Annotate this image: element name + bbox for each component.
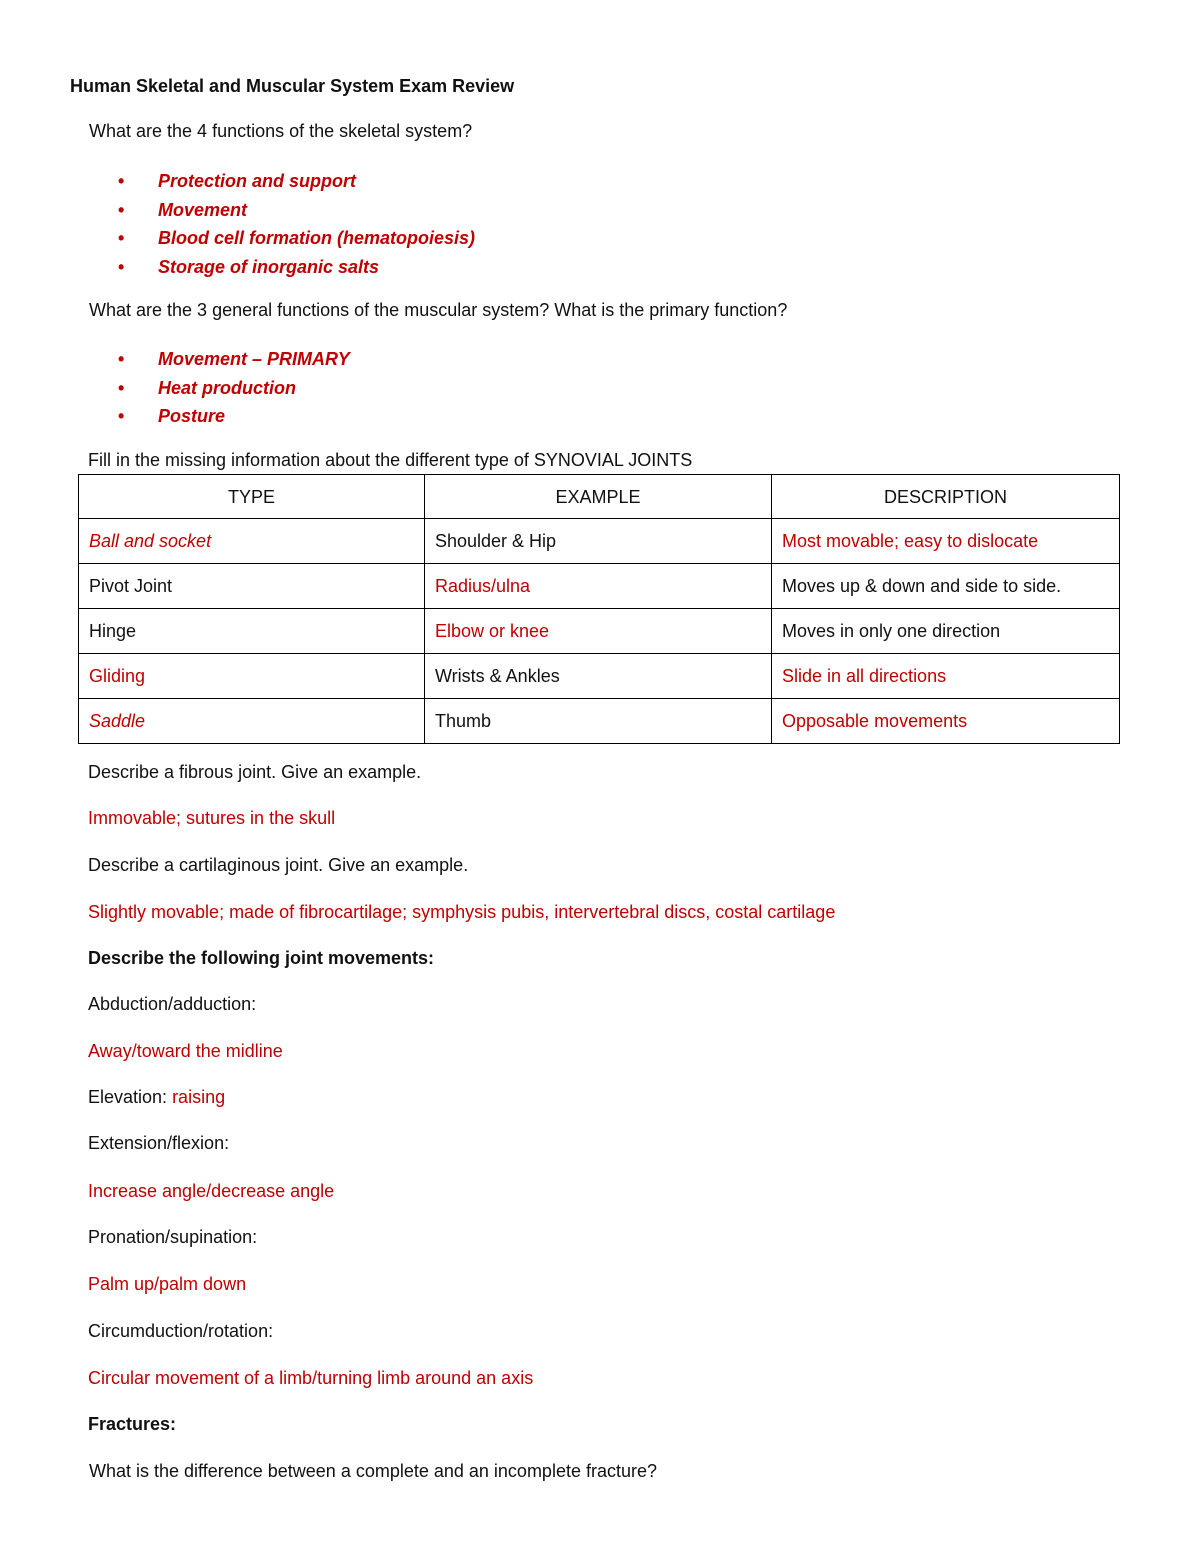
abduction-answer: Away/toward the midline: [88, 1041, 283, 1061]
extension-label: Extension/flexion:: [88, 1133, 230, 1153]
cell-example: Elbow or knee: [425, 609, 772, 654]
table-header-row: [79, 475, 1120, 519]
header-example: EXAMPLE: [425, 475, 772, 519]
skeletal-functions-list: [118, 170, 475, 284]
list-item: • Movement: [118, 199, 248, 220]
cell-type: Gliding: [79, 654, 425, 699]
elevation-label: Elevation:: [88, 1087, 173, 1107]
fracture-question: What is the difference between a complete and an incomplete fracture?: [89, 1461, 658, 1481]
cell-example: Thumb: [425, 699, 772, 744]
cell-type: Ball and socket: [79, 519, 425, 564]
list-item: • Storage of inorganic salts: [118, 256, 380, 277]
table-row: [79, 609, 1120, 654]
fibrous-joint-question: Describe a fibrous joint. Give an example.: [88, 762, 422, 782]
header-description: DESCRIPTION: [772, 475, 1120, 519]
cartilaginous-joint-answer: Slightly movable; made of fibrocartilage; symphysis pubis, intervertebral discs, costal cartilage: [88, 902, 836, 922]
bullet-icon: •: [118, 377, 125, 398]
bullet-icon: •: [118, 228, 125, 248]
cell-description: Opposable movements: [772, 699, 1120, 744]
cell-type: Pivot Joint: [79, 564, 425, 609]
cell-description: Moves up & down and side to side.: [772, 564, 1120, 609]
cell-description: Moves in only one direction: [772, 609, 1120, 654]
list-item: • Posture: [118, 406, 226, 426]
cell-example: Radius/ulna: [425, 564, 772, 609]
cell-type: Saddle: [79, 699, 425, 744]
cell-example: Wrists & Ankles: [425, 654, 772, 699]
list-item: • Movement – PRIMARY: [118, 349, 350, 369]
list-item: • Blood cell formation (hematopoiesis): [118, 228, 476, 248]
elevation-line: [88, 1086, 225, 1108]
pronation-label: Pronation/supination:: [88, 1227, 258, 1247]
bullet-icon: •: [118, 199, 125, 220]
fibrous-joint-answer: Immovable; sutures in the skull: [88, 808, 336, 828]
table-row: [79, 564, 1120, 609]
bullet-icon: •: [118, 349, 125, 369]
page-title: Human Skeletal and Muscular System Exam Review: [70, 76, 515, 96]
muscular-functions-question: What are the 3 general functions of the muscular system? What is the primary function?: [89, 300, 788, 320]
table-row: [79, 699, 1120, 744]
bullet-icon: •: [118, 171, 125, 191]
table-row: [79, 519, 1120, 564]
fractures-heading: Fractures:: [88, 1414, 177, 1434]
elevation-answer: raising: [172, 1087, 226, 1107]
table-row: [79, 654, 1120, 699]
cell-type: Hinge: [79, 609, 425, 654]
joint-movements-heading: Describe the following joint movements:: [88, 948, 435, 968]
synovial-joints-table: [78, 474, 1120, 744]
circumduction-label: Circumduction/rotation:: [88, 1321, 274, 1341]
cartilaginous-joint-question: Describe a cartilaginous joint. Give an example.: [88, 855, 469, 875]
muscular-functions-list: [118, 348, 350, 434]
pronation-answer: Palm up/palm down: [88, 1274, 247, 1294]
list-item: • Protection and support: [118, 171, 356, 191]
cell-description: Slide in all directions: [772, 654, 1120, 699]
skeletal-functions-question: What are the 4 functions of the skeletal system?: [89, 121, 473, 141]
abduction-label: Abduction/adduction:: [88, 994, 257, 1014]
header-type: TYPE: [79, 475, 425, 519]
circumduction-answer: Circular movement of a limb/turning limb around an axis: [88, 1368, 534, 1388]
cell-description: Most movable; easy to dislocate: [772, 519, 1120, 564]
list-item: • Heat production: [118, 377, 296, 398]
bullet-icon: •: [118, 256, 125, 277]
bullet-icon: •: [118, 406, 125, 426]
extension-answer: Increase angle/decrease angle: [88, 1181, 335, 1201]
joints-intro: Fill in the missing information about the different type of SYNOVIAL JOINTS: [88, 450, 693, 470]
cell-example: Shoulder & Hip: [425, 519, 772, 564]
